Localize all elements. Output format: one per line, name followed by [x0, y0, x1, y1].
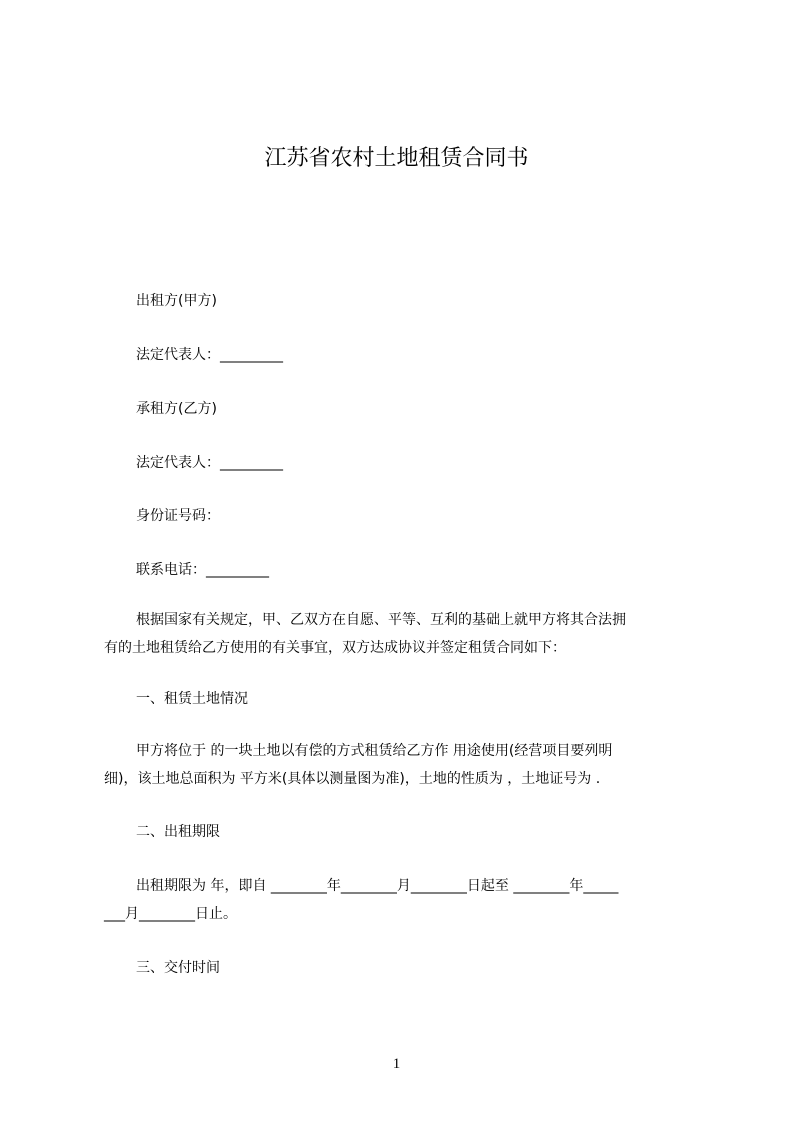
id-number-line: 身份证号码：: [136, 508, 220, 524]
section3-heading: 三、交付时间: [136, 960, 220, 976]
section2-heading: 二、出租期限: [136, 824, 220, 840]
lessee-representative: 法定代表人：_________: [136, 455, 283, 471]
lessor-representative: 法定代表人：_________: [136, 347, 283, 363]
section1-heading: 一、租赁土地情况: [136, 691, 248, 707]
section1-line-2: 细)，该土地总面积为 平方米(具体以测量图为准)，土地的性质为 ，土地证号为 .: [104, 771, 601, 787]
intro-line-2: 有的土地租赁给乙方使用的有关事宜，双方达成协议并签定租赁合同如下：: [104, 640, 566, 656]
section2-line-2: ___月________日止。: [104, 906, 237, 922]
section2-paragraph: [104, 872, 702, 928]
lessor-label: 出租方(甲方): [136, 293, 217, 309]
page-number: 1: [392, 1056, 401, 1072]
section2-line-1: 出租期限为 年，即自 ________年________月________日起至 ________年_____: [136, 878, 619, 894]
lessee-label: 承租方(乙方): [136, 401, 217, 417]
intro-line-1: 根据国家有关规定，甲、乙双方在自愿、平等、互利的基础上就甲方将其合法拥: [136, 612, 626, 628]
section1-line-1: 甲方将位于 的一块土地以有偿的方式租赁给乙方作 用途使用(经营项目要列明: [136, 743, 613, 759]
section1-paragraph: [104, 737, 702, 793]
intro-paragraph: [104, 606, 702, 662]
document-title: 江苏省农村土地租赁合同书: [264, 146, 529, 171]
phone-line: 联系电话：_________: [136, 562, 269, 578]
